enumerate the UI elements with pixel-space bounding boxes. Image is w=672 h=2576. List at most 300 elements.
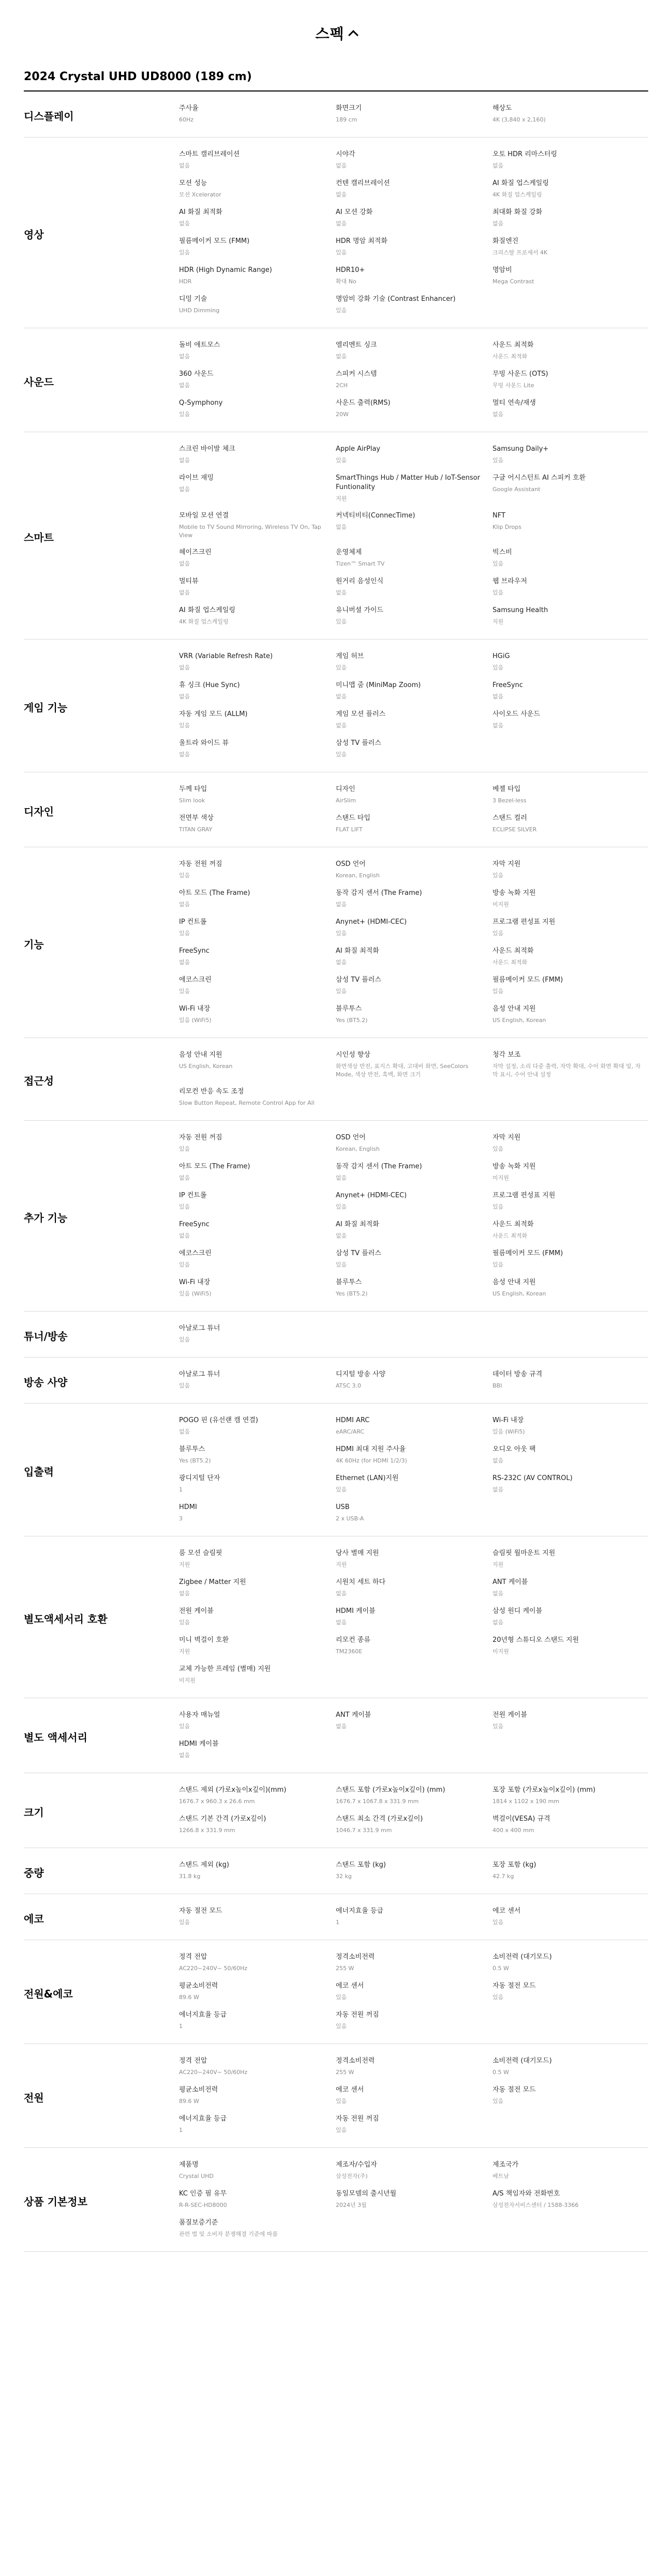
spec-item [336, 470, 492, 508]
spec-item-value: 있음 [492, 560, 504, 567]
spec-item-label: 에너지효율 등급 [179, 2011, 227, 2019]
spec-grid [179, 1130, 649, 1304]
spec-item-value: TITAN GRAY [179, 826, 213, 833]
spec-item-label: 정격소비전력 [336, 1953, 375, 1961]
section-title: 디스플레이 [24, 110, 74, 123]
spec-item [492, 1662, 649, 1690]
spec-item-label: NFT [492, 512, 505, 520]
spec-item [179, 234, 336, 263]
spec-item-value: 있음 (WiFi5) [492, 1428, 525, 1435]
spec-item [336, 2111, 492, 2140]
spec-item-value: 60Hz [179, 116, 194, 123]
spec-item [179, 857, 336, 886]
spec-item-value: 0.5 W [492, 2069, 509, 2076]
spec-item [492, 972, 649, 1001]
spec-item-label: 헤이즈크린 [179, 548, 212, 556]
spec-item [336, 649, 492, 678]
spec-grid [179, 1857, 649, 1886]
spec-item [492, 1442, 649, 1471]
spec-item-label: 스탠드 최소 간격 (가로x깊이) [336, 1815, 423, 1823]
spec-item-value: TM2360E [336, 1648, 363, 1655]
spec-item [179, 1546, 336, 1575]
spec-item-value: 있음 [492, 1919, 504, 1926]
spec-item-value: 없음 [179, 664, 190, 671]
spec-item-label: 에코 센서 [336, 2086, 364, 2094]
spec-item-label: 주사율 [179, 104, 199, 112]
spec-item-value: 있음 [336, 307, 347, 314]
spec-item-value: AirSlim [336, 797, 356, 804]
spec-item-value: 있음 [179, 411, 190, 418]
spec-item-value: 3 [179, 1515, 183, 1522]
spec-item-label: 음성 안내 지원 [179, 1051, 222, 1059]
spec-item-value: 없음 [179, 1175, 190, 1181]
spec-item-label: 게임 허브 [336, 652, 364, 660]
spec-item [179, 707, 336, 736]
spec-item-value: 3 Bezel-less [492, 797, 527, 804]
spec-item-value: 사운드 최적화 [492, 353, 528, 360]
spec-item-value: 미지원 [492, 1648, 509, 1655]
spec-item-value: 1 [336, 1919, 339, 1926]
spec-item [336, 234, 492, 263]
spec-item-label: ANT 케이블 [492, 1578, 528, 1586]
spec-item-label: HGiG [492, 652, 510, 660]
spec-item [179, 1275, 336, 1304]
spec-item-label: HDR10+ [336, 266, 365, 274]
spec-item-value: 지원 [179, 1561, 190, 1568]
spec-item [336, 395, 492, 424]
spec-section [24, 847, 648, 1038]
spec-item [492, 914, 649, 943]
spec-item-label: A/S 책임자와 전화번호 [492, 2190, 560, 2198]
spec-item [492, 1275, 649, 1304]
spec-item-value: 없음 [179, 560, 190, 567]
spec-item [492, 1782, 649, 1811]
section-title: 전원 [24, 2091, 44, 2104]
spec-item-label: 울트라 와이드 뷰 [179, 739, 229, 747]
spec-item-value: 있음 [336, 1261, 347, 1268]
spec-item-label: 스탠드 제외 (가로x높이x깊이)(mm) [179, 1786, 287, 1794]
spec-item [179, 176, 336, 205]
spec-item [492, 707, 649, 736]
spec-item-label: 리모컨 종류 [336, 1636, 370, 1644]
spec-item-label: 정격소비전력 [336, 2057, 375, 2065]
spec-item [492, 205, 649, 234]
spec-item [179, 1130, 336, 1159]
spec-item-value: Korean, English [336, 872, 380, 879]
spec-item-label: 사용자 매뉴얼 [179, 1711, 220, 1719]
section-title: 디자인 [24, 805, 54, 818]
spec-item-label: 에너지효율 등급 [336, 1907, 384, 1915]
spec-section [24, 2148, 648, 2252]
spec-item-label: 당사 별매 지원 [336, 1549, 379, 1557]
spec-item-label: 시원치 세트 하다 [336, 1578, 386, 1586]
spec-item-label: 아트 모드 (The Frame) [179, 1163, 250, 1170]
spec-item [492, 234, 649, 263]
spec-item-label: 자동 전원 꺼짐 [336, 2011, 379, 2019]
spec-item-value: 있음 [492, 664, 504, 671]
spec-item-value: 있음 [492, 1261, 504, 1268]
spec-item-value: 1266.8 x 331.9 mm [179, 1827, 235, 1834]
spec-item [336, 1736, 492, 1765]
spec-item-label: 삼성 TV 플러스 [336, 1249, 381, 1257]
spec-item-label: 에너지효율 등급 [179, 2115, 227, 2123]
spec-item [336, 1604, 492, 1633]
spec-item [492, 2111, 649, 2140]
spec-section [24, 1773, 648, 1848]
section-title: 접근성 [24, 1075, 54, 1087]
spec-section [24, 1940, 648, 2044]
spec-item-value: 없음 [492, 162, 504, 169]
spec-item-label: 에코스크린 [179, 976, 212, 984]
spec-item-value: 지원 [336, 1561, 347, 1568]
spec-item-value: 있음 [492, 1203, 504, 1210]
spec-item [179, 263, 336, 292]
spec-item [492, 1500, 649, 1529]
spec-item-value: 없음 [179, 1428, 190, 1435]
spec-item [492, 395, 649, 424]
spec-item [179, 1001, 336, 1030]
spec-item [179, 2082, 336, 2111]
spec-item [492, 176, 649, 205]
spec-item [492, 1471, 649, 1500]
spec-item-label: 평균소비전력 [179, 2086, 218, 2094]
spec-item [336, 1001, 492, 1030]
spec-item-value: Google Assistant [492, 486, 541, 493]
spec-item-value: 4K 화질 업스케일링 [179, 618, 229, 625]
spec-item [179, 1736, 336, 1765]
spec-item-label: ANT 케이블 [336, 1711, 371, 1719]
spec-item-label: 필름메이커 모드 (FMM) [492, 1249, 563, 1257]
spec-item-value: 없음 [336, 220, 347, 227]
spec-item-label: 멀티 연속/재생 [492, 399, 536, 407]
spec-item-label: 제조자/수입자 [336, 2161, 377, 2169]
spec-item-label: 소비전력 (대기모드) [492, 1953, 552, 1961]
spec-item [492, 811, 649, 840]
spec-item-value: 없음 [336, 191, 347, 198]
spec-toggle-button[interactable] [24, 0, 648, 66]
spec-item-value: 있음 [336, 2127, 347, 2133]
spec-item-value: 없음 [492, 1457, 504, 1464]
spec-item-value: 있음 [492, 457, 504, 464]
spec-item-value: 없음 [336, 722, 347, 729]
spec-item [336, 2186, 492, 2215]
spec-item-value: Crystal UHD [179, 2173, 214, 2179]
spec-item-label: 사운드 출력(RMS) [336, 399, 391, 407]
spec-item [336, 603, 492, 632]
spec-item-value: Yes (BT5.2) [336, 1290, 368, 1297]
spec-item-value: 있음 (WiFi5) [179, 1290, 212, 1297]
spec-item-value: eARC/ARC [336, 1428, 365, 1435]
spec-item-value: 없음 [336, 1619, 347, 1626]
spec-item [336, 1471, 492, 1500]
spec-item [336, 678, 492, 707]
spec-item-label: 스탠드 타입 [336, 814, 370, 822]
section-title: 게임 기능 [24, 701, 68, 714]
spec-grid [179, 1413, 649, 1529]
spec-item-label: 모바일 모션 연결 [179, 512, 229, 520]
spec-item [336, 147, 492, 176]
spec-item [179, 736, 336, 765]
spec-item-label: 음성 안내 지원 [492, 1005, 536, 1013]
spec-item-label: 동작 감지 센서 (The Frame) [336, 1163, 422, 1170]
spec-item-value: 있음 [179, 1203, 190, 1210]
spec-item-value: 없음 [492, 1590, 504, 1597]
spec-item [179, 508, 336, 545]
spec-item-value: 있음 [179, 1261, 190, 1268]
spec-item-label: 엘리멘트 싱크 [336, 341, 377, 349]
spec-item [336, 736, 492, 765]
spec-item [336, 2157, 492, 2186]
spec-item [179, 1500, 336, 1529]
spec-item-value: 89.6 W [179, 2098, 199, 2105]
spec-item-label: 사운드 최적화 [492, 1221, 534, 1228]
spec-item-label: 슬림핏 월마운트 지원 [492, 1549, 556, 1557]
spec-section [24, 1312, 648, 1358]
spec-item [336, 338, 492, 367]
spec-item [492, 1546, 649, 1575]
spec-item-value: 1676.7 x 960.3 x 26.6 mm [179, 1798, 255, 1805]
spec-grid [179, 441, 649, 632]
spec-item-label: 전면부 색상 [179, 814, 214, 822]
spec-item-value: 있음 [492, 589, 504, 596]
spec-item [492, 1857, 649, 1886]
spec-item [492, 1084, 649, 1113]
spec-item-value: 있음 [492, 988, 504, 995]
chevron-up-icon [348, 30, 359, 40]
spec-item [492, 943, 649, 972]
section-title: 별도 액세서리 [24, 1731, 87, 1744]
spec-item-value: 크리스탈 프로세서 4K [492, 249, 548, 256]
spec-item [492, 367, 649, 395]
spec-item-value: 있음 [179, 872, 190, 879]
spec-item-label: 품질보증기준 [179, 2219, 218, 2227]
spec-item [179, 101, 336, 130]
spec-item-label: 스마트 캘리브레이션 [179, 150, 240, 158]
spec-item-value: 없음 [179, 693, 190, 700]
spec-item-label: 소비전력 (대기모드) [492, 2057, 552, 2065]
spec-item-value: 있음 [336, 249, 347, 256]
spec-item-label: FreeSync [179, 1221, 210, 1228]
spec-item [336, 441, 492, 470]
spec-section [24, 432, 648, 639]
spec-item [336, 101, 492, 130]
spec-item [336, 2082, 492, 2111]
spec-item [336, 1708, 492, 1736]
spec-item-value: 4K 60Hz (for HDMI 1/2/3) [336, 1457, 407, 1464]
spec-item-value: Yes (BT5.2) [179, 1457, 211, 1464]
spec-item [179, 205, 336, 234]
spec-item [179, 367, 336, 395]
spec-item [179, 1413, 336, 1442]
spec-item [336, 1949, 492, 1978]
spec-item [179, 1903, 336, 1932]
spec-item-label: 에코 센서 [492, 1907, 521, 1915]
spec-item [179, 1442, 336, 1471]
spec-item-value: 없음 [492, 220, 504, 227]
spec-item-value: Mega Contrast [492, 278, 534, 285]
spec-item-label: 자동 절전 모드 [492, 2086, 536, 2094]
spec-item-value: 없음 [179, 1232, 190, 1239]
spec-item-value: 미지원 [492, 1175, 509, 1181]
spec-item [492, 1736, 649, 1765]
spec-section [24, 138, 648, 328]
spec-item-label: 동작 감지 센서 (The Frame) [336, 889, 422, 897]
spec-item [336, 1575, 492, 1604]
spec-item-label: HDR (High Dynamic Range) [179, 266, 272, 274]
spec-item-label: 스크린 바이발 체크 [179, 445, 235, 453]
spec-item-value: 있음 [336, 1486, 347, 1493]
spec-item [179, 943, 336, 972]
spec-item [492, 2157, 649, 2186]
spec-item [179, 1471, 336, 1500]
spec-item-value: 없음 [179, 1752, 190, 1759]
spec-item [492, 147, 649, 176]
spec-item [336, 1159, 492, 1188]
spec-toggle-label: 스펙 [315, 25, 345, 42]
spec-item [492, 2215, 649, 2244]
spec-item [179, 1857, 336, 1886]
spec-item [492, 649, 649, 678]
spec-item [492, 2186, 649, 2215]
spec-item [179, 2007, 336, 2036]
spec-item [179, 914, 336, 943]
spec-item [492, 603, 649, 632]
spec-item-value: 없음 [179, 901, 190, 908]
spec-item [179, 574, 336, 603]
spec-grid [179, 2157, 649, 2244]
spec-item-label: 에코스크린 [179, 1249, 212, 1257]
spec-item [179, 2053, 336, 2082]
spec-item [179, 1782, 336, 1811]
spec-item [336, 943, 492, 972]
spec-item [179, 470, 336, 508]
spec-item [336, 857, 492, 886]
spec-item [492, 292, 649, 321]
spec-item-value: 없음 [336, 1175, 347, 1181]
spec-item-label: 360 사운드 [179, 370, 214, 378]
spec-item [492, 1575, 649, 1604]
section-title: 중량 [24, 1866, 44, 1879]
spec-item-label: 블루투스 [336, 1278, 362, 1286]
spec-item [179, 2157, 336, 2186]
spec-grid [179, 857, 649, 1030]
spec-item-label: 화질엔진 [492, 237, 519, 245]
spec-item-value: 없음 [336, 901, 347, 908]
spec-item-value: 없음 [336, 162, 347, 169]
spec-item [492, 1708, 649, 1736]
spec-grid [179, 1949, 649, 2036]
spec-item [492, 1413, 649, 1442]
spec-item-label: HDMI 케이블 [179, 1740, 219, 1748]
section-title: 상품 기본정보 [24, 2195, 87, 2208]
spec-item-value: 없음 [179, 353, 190, 360]
spec-item-label: Anynet+ (HDMI-CEC) [336, 1192, 407, 1199]
spec-item [179, 886, 336, 914]
spec-item-value: 42.7 kg [492, 1873, 514, 1880]
spec-item [492, 1047, 649, 1084]
spec-item [336, 914, 492, 943]
spec-item-label: 벽걸이(VESA) 규격 [492, 1815, 550, 1823]
spec-item-value: 없음 [179, 457, 190, 464]
spec-item-label: 사운드 최적화 [492, 947, 534, 955]
spec-item-value: 1676.7 x 1067.8 x 331.9 mm [336, 1798, 419, 1805]
spec-item-label: 휴 싱크 (Hue Sync) [179, 681, 240, 689]
spec-grid [179, 101, 649, 130]
product-title: 2024 Crystal UHD UD8000 (189 cm) [24, 66, 648, 92]
spec-item-label: 오디오 아웃 팩 [492, 1445, 536, 1453]
spec-item-value: 없음 [336, 693, 347, 700]
spec-item [336, 2007, 492, 2036]
spec-item [492, 678, 649, 707]
spec-item-value: 32 kg [336, 1873, 352, 1880]
spec-sections [24, 92, 648, 2252]
spec-item-value: Tizen™ Smart TV [336, 560, 385, 567]
spec-item-value: 있음 [179, 930, 190, 937]
spec-item [336, 1903, 492, 1932]
spec-item [492, 1217, 649, 1246]
spec-item-label: Wi-Fi 내장 [492, 1416, 524, 1424]
spec-item-label: 방송 녹화 지원 [492, 889, 536, 897]
spec-item-label: 웹 브라우저 [492, 577, 527, 585]
spec-item-label: AI 모션 강화 [336, 208, 373, 216]
spec-item-label: AI 화질 최적화 [179, 208, 222, 216]
spec-item [336, 574, 492, 603]
spec-item-label: 유니버셜 가이드 [336, 606, 384, 614]
spec-item [336, 1246, 492, 1275]
spec-item-label: 운영체제 [336, 548, 362, 556]
spec-item-label: 자동 전원 꺼짐 [179, 1134, 222, 1141]
spec-item-label: 자막 지원 [492, 860, 521, 868]
spec-item-value: 있음 [179, 1382, 190, 1389]
spec-item-value: AC220~240V~ 50/60Hz [179, 2069, 248, 2076]
spec-item [492, 1978, 649, 2007]
spec-item [492, 1903, 649, 1932]
spec-item [492, 338, 649, 367]
spec-item-label: 20년형 스튜디오 스탠드 지원 [492, 1636, 579, 1644]
spec-item [492, 1130, 649, 1159]
spec-item-label: Zigbee / Matter 지원 [179, 1578, 246, 1586]
spec-item-value: 지원 [336, 495, 347, 502]
spec-item-value: 미지원 [492, 901, 509, 908]
spec-item-label: 룸 모션 슬림핏 [179, 1549, 222, 1557]
spec-item-label: 모션 성능 [179, 179, 207, 187]
spec-item-label: AI 화질 최적화 [336, 947, 379, 955]
spec-item-value: 1 [179, 2127, 183, 2133]
spec-item-value: 없음 [336, 1232, 347, 1239]
spec-item-value: US English, Korean [492, 1017, 546, 1024]
spec-item-label: 전원 케이블 [179, 1607, 214, 1615]
spec-item-label: 명암비 [492, 266, 512, 274]
spec-item-label: Anynet+ (HDMI-CEC) [336, 918, 407, 926]
spec-item-value: 자막 설정, 소리 다중 출력, 자막 확대, 수어 화면 확대 및, 자막 표시, 수어 안내 설정 [492, 1063, 641, 1078]
spec-item [336, 1633, 492, 1662]
spec-item-value: 255 W [336, 1965, 354, 1972]
spec-item-value: 없음 [179, 486, 190, 493]
spec-grid [179, 1708, 649, 1765]
spec-item [492, 545, 649, 574]
spec-item-label: 빅스비 [492, 548, 512, 556]
spec-item [492, 470, 649, 508]
spec-item [179, 1575, 336, 1604]
spec-grid [179, 1782, 649, 1840]
spec-item-value: 없음 [179, 751, 190, 758]
spec-grid [179, 1546, 649, 1690]
spec-item-value: Korean, English [336, 1146, 380, 1152]
section-title: 크기 [24, 1806, 44, 1819]
spec-item [492, 857, 649, 886]
spec-item-label: 청각 보조 [492, 1051, 521, 1059]
spec-item-value: 없음 [492, 1486, 504, 1493]
